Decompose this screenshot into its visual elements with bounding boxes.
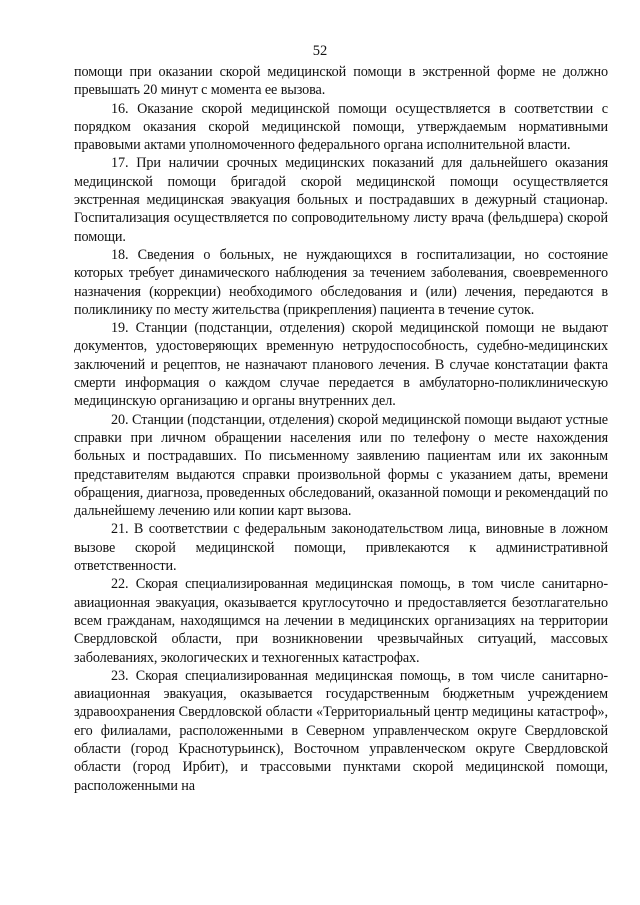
paragraph-23: 23. Скорая специализированная медицинская помощь, в том числе санитарно-авиационная эвакуация, оказывается государственным бюджетным учреждением здравоохранения Свердловской области «Территориальный центр медицины катастроф», его филиалами, расположенными в Северном управленческом округе Свердловской области (город Краснотурьинск), Восточном управленческом округе Свердловской области (город Ирбит), и трассовыми пунктами скорой медицинской помощи, расположенными на <box>74 667 608 794</box>
document-body <box>74 63 608 795</box>
page-number: 52 <box>312 43 328 59</box>
paragraph-16: 16. Оказание скорой медицинской помощи осуществляется в соответствии с порядком оказания скорой медицинской помощи, утверждаемым нормативными правовыми актами уполномоченного федерального органа исполнительной власти. <box>74 100 608 154</box>
paragraph-18: 18. Сведения о больных, не нуждающихся в госпитализации, но состояние которых требует динамического наблюдения за течением заболевания, своевременного назначения (коррекции) необходимого обследования и (или) лечения, передаются в поликлинику по месту жительства (прикрепления) пациента в течение суток. <box>74 246 608 318</box>
paragraph-19: 19. Станции (подстанции, отделения) скорой медицинской помощи не выдают документов, удостоверяющих временную нетрудоспособность, судебно-медицинских заключений и рецептов, не назначают планового лечения. В случае констатации факта смерти информация о каждом случае передается в амбулаторно-поликлиническую медицинскую организацию и органы внутренних дел. <box>74 320 608 410</box>
paragraph-continuation: помощи при оказании скорой медицинской помощи в экстренной форме не должно превышать 20 минут с момента ее вызова. <box>74 64 608 99</box>
paragraph-21: 21. В соответствии с федеральным законодательством лица, виновные в ложном вызове скорой медицинской помощи, привлекаются к административной ответственности. <box>74 521 608 575</box>
paragraph-22: 22. Скорая специализированная медицинская помощь, в том числе санитарно-авиационная эвакуация, оказывается круглосуточно и предоставляется безотлагательно всем гражданам, находящимся на лечении в медицинских организациях на территории Свердловской области, при возникновении чрезвычайных ситуаций, массовых заболеваниях, экологических и техногенных катастрофах. <box>74 576 608 666</box>
paragraph-20: 20. Станции (подстанции, отделения) скорой медицинской помощи выдают устные справки при личном обращении населения или по телефону о месте нахождения больных и пострадавших. По письменному заявлению пациентам или их законным представителям выдаются справки произвольной формы с указанием даты, времени обращения, диагноза, проведенных обследований, оказанной помощи и рекомендаций по дальнейшему лечению или копии карт вызова. <box>74 411 608 520</box>
paragraph-17: 17. При наличии срочных медицинских показаний для дальнейшего оказания медицинской помощи бригадой скорой медицинской помощи осуществляется экстренная медицинская эвакуация больных и пострадавших в дежурный стационар. Госпитализация осуществляется по сопроводительному листу врача (фельдшера) скорой помощи. <box>74 155 608 245</box>
